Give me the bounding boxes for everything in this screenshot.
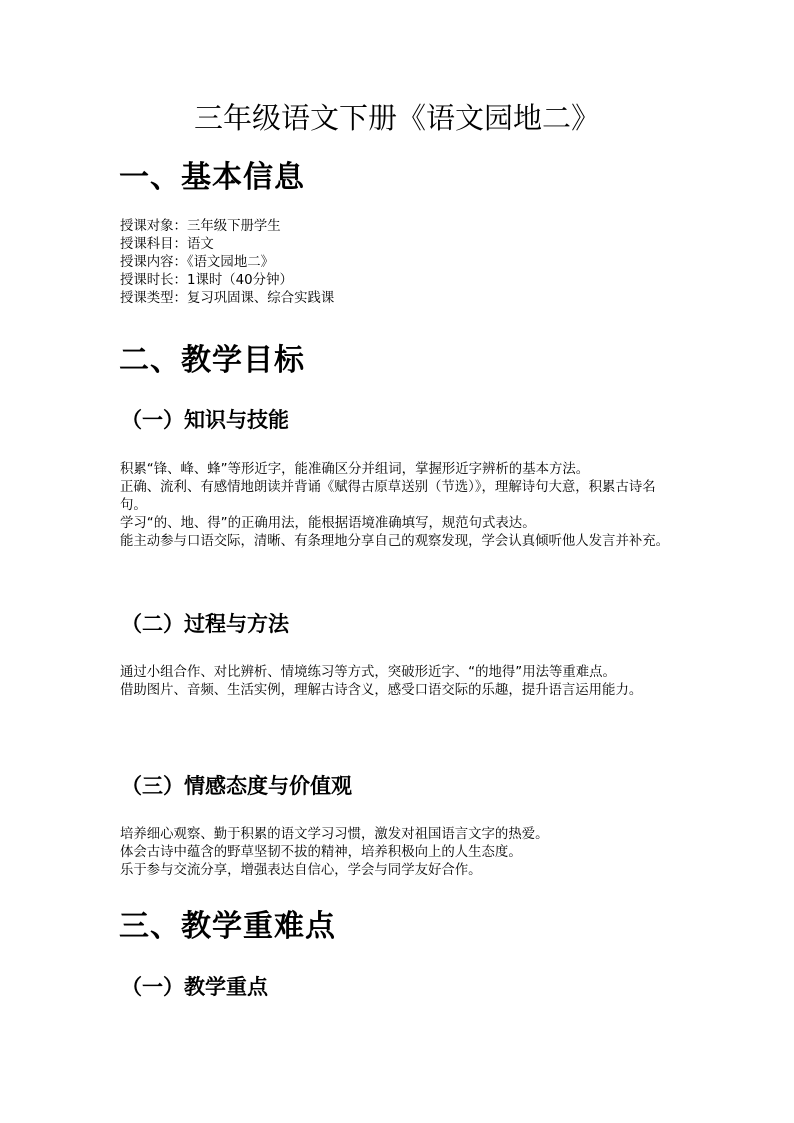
basic-info-list (120, 218, 680, 308)
attitude-paragraphs (120, 826, 680, 880)
subsection-heading-process: （二）过程与方法 (121, 612, 289, 636)
paragraph: 体会古诗中蕴含的野草坚韧不拔的精神，培养积极向上的人生态度。 (120, 845, 522, 860)
info-line: 授课内容：《语文园地二》 (120, 255, 274, 270)
info-line: 授课时长：1课时（40分钟） (120, 273, 293, 288)
subsection-heading-knowledge: （一）知识与技能 (121, 408, 289, 432)
paragraph: 能主动参与口语交际，清晰、有条理地分享自己的观察发现，学会认真倾听他人发言并补充。 (120, 534, 670, 549)
info-line: 授课类型：复习巩固课、综合实践课 (120, 291, 335, 306)
subsection-heading-attitude: （三）情感态度与价值观 (121, 774, 352, 798)
paragraph: 乐于参与交流分享，增强表达自信心，学会与同学友好合作。 (120, 863, 482, 878)
section-heading-basic-info: 一、基本信息 (119, 160, 305, 195)
subsection-heading-key-focus: （一）教学重点 (121, 975, 268, 999)
paragraph: 正确、流利、有感情地朗读并背诵《赋得古原草送别（节选）》，理解诗句大意，积累古诗名句。 (120, 480, 656, 513)
document-title: 三年级语文下册《语文园地二》 (193, 101, 600, 135)
process-paragraphs (120, 664, 680, 700)
section-heading-objectives: 二、教学目标 (119, 343, 305, 378)
info-line: 授课科目：语文 (120, 237, 214, 252)
paragraph: 培养细心观察、勤于积累的语文学习习惯，激发对祖国语言文字的热爱。 (120, 827, 549, 842)
paragraph: 学习“的、地、得”的正确用法，能根据语境准确填写，规范句式表达。 (120, 516, 536, 531)
paragraph: 积累“锋、峰、蜂”等形近字，能准确区分并组词，掌握形近字辨析的基本方法。 (120, 462, 590, 477)
paragraph: 借助图片、音频、生活实例，理解古诗含义，感受口语交际的乐趣，提升语言运用能力。 (120, 683, 643, 698)
info-line: 授课对象：三年级下册学生 (120, 219, 281, 234)
section-heading-key-points: 三、教学重难点 (119, 909, 336, 944)
paragraph: 通过小组合作、对比辨析、情境练习等方式，突破形近字、“的地得”用法等重难点。 (120, 665, 616, 680)
knowledge-paragraphs (120, 461, 680, 551)
